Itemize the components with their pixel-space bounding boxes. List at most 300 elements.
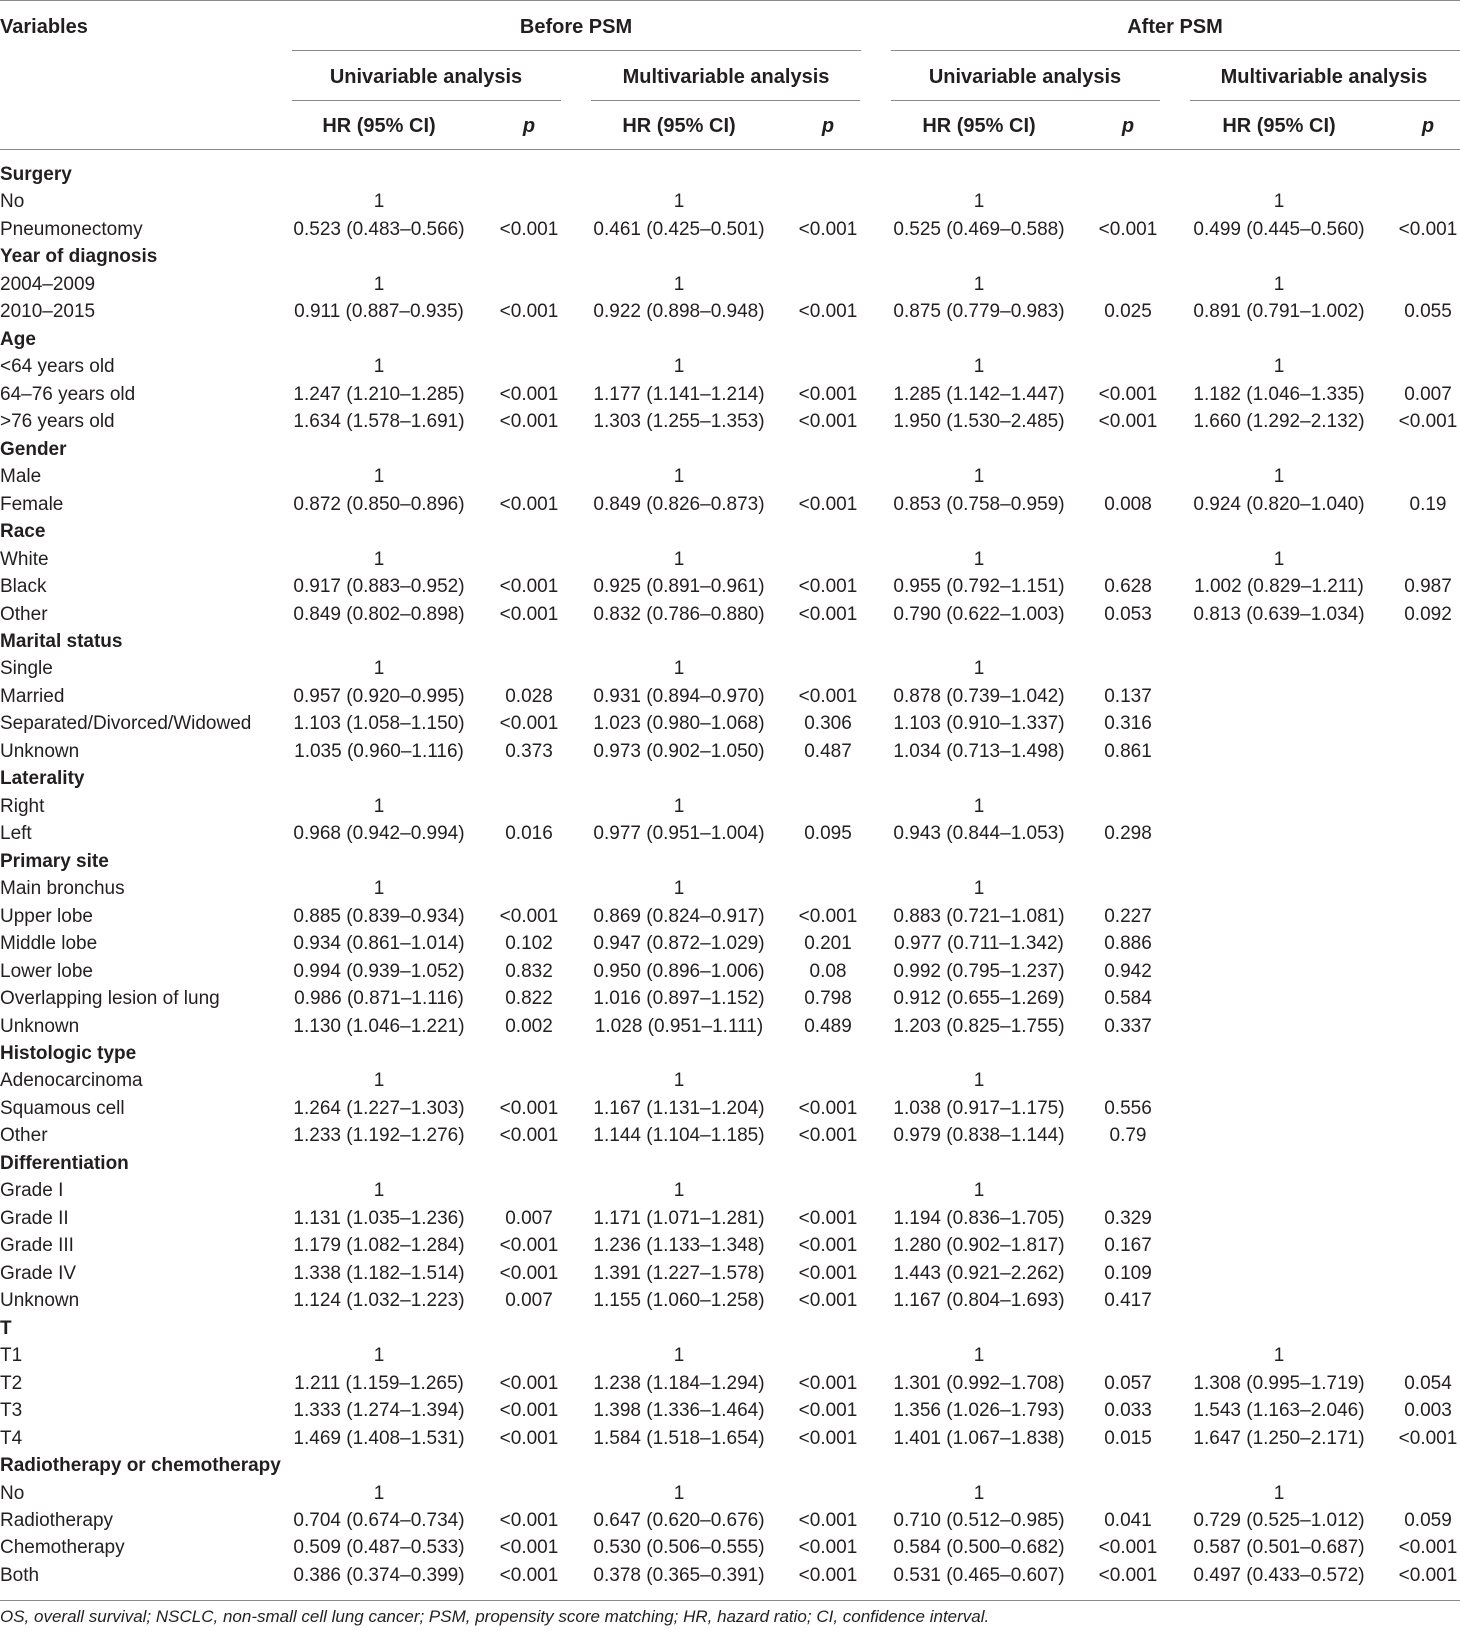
table-row — [0, 793, 1460, 820]
hr-cell: 0.530 (0.506–0.555) — [593, 1537, 765, 1559]
p-cell: <0.001 — [499, 1564, 559, 1586]
group-rule-after — [891, 50, 1460, 51]
hr-cell: 0.386 (0.374–0.399) — [293, 1564, 465, 1586]
row-label: T3 — [0, 1400, 23, 1422]
hr-cell: 0.878 (0.739–1.042) — [893, 685, 1065, 707]
p-cell: <0.001 — [499, 1537, 559, 1559]
hr-cell: 1.308 (0.995–1.719) — [1193, 1372, 1365, 1394]
hr-cell: 0.587 (0.501–0.687) — [1193, 1537, 1365, 1559]
section-label: T — [0, 1317, 12, 1339]
hr-cell: 1.103 (0.910–1.337) — [893, 713, 1065, 735]
section-label: Age — [0, 328, 36, 350]
p-cell: <0.001 — [798, 1537, 858, 1559]
p-cell: 0.316 — [1104, 713, 1152, 735]
p-cell: 0.028 — [505, 685, 553, 707]
hr-cell: 0.957 (0.920–0.995) — [293, 685, 465, 707]
hr-cell: 1 — [373, 191, 385, 213]
header-subgroup-after-univariable: Univariable analysis — [928, 66, 1122, 88]
p-cell: 0.227 — [1104, 905, 1152, 927]
table-row — [0, 216, 1460, 243]
row-label: Male — [0, 466, 42, 488]
row-label: White — [0, 548, 49, 570]
p-cell: 0.008 — [1104, 493, 1152, 515]
hr-cell: 0.925 (0.891–0.961) — [593, 576, 765, 598]
hr-cell: 0.917 (0.883–0.952) — [293, 576, 465, 598]
hr-cell: 0.934 (0.861–1.014) — [293, 933, 465, 955]
hr-cell: 1 — [673, 1070, 685, 1092]
p-cell: 0.095 — [804, 823, 852, 845]
p-cell: <0.001 — [798, 603, 858, 625]
hr-cell: 1.211 (1.159–1.265) — [294, 1372, 464, 1394]
p-cell: <0.001 — [1398, 1564, 1458, 1586]
row-label: Chemotherapy — [0, 1537, 125, 1559]
hr-cell: 1.130 (1.046–1.221) — [293, 1015, 465, 1037]
hr-cell: 1 — [373, 1180, 385, 1202]
p-cell: 0.167 — [1104, 1235, 1152, 1257]
table-row — [0, 1562, 1460, 1589]
row-label: <64 years old — [0, 356, 115, 378]
row-label: Grade III — [0, 1235, 74, 1257]
header-col-p-2: p — [821, 115, 835, 137]
hr-cell: 1.356 (1.026–1.793) — [893, 1400, 1065, 1422]
hr-cell: 1 — [673, 466, 685, 488]
p-cell: <0.001 — [1098, 1537, 1158, 1559]
hr-cell: 1.303 (1.255–1.353) — [593, 411, 765, 433]
p-cell: <0.001 — [499, 576, 559, 598]
p-cell: <0.001 — [499, 1372, 559, 1394]
hr-cell: 1.285 (1.142–1.447) — [893, 383, 1065, 405]
p-cell: 0.556 — [1104, 1097, 1152, 1119]
header-group-after-psm: After PSM — [1127, 16, 1223, 38]
row-label: Left — [0, 823, 32, 845]
subgroup-rule-1 — [292, 100, 561, 101]
hr-cell: 1.177 (1.141–1.214) — [593, 383, 765, 405]
table-row — [0, 875, 1460, 902]
p-cell: <0.001 — [499, 383, 559, 405]
header-subgroup-before-univariable: Univariable analysis — [329, 66, 523, 88]
hr-cell: 1.167 (1.131–1.204) — [593, 1097, 765, 1119]
table-row — [0, 353, 1460, 380]
hr-cell: 0.813 (0.639–1.034) — [1193, 603, 1365, 625]
p-cell: 0.102 — [505, 933, 553, 955]
p-cell: <0.001 — [499, 301, 559, 323]
p-cell: <0.001 — [499, 1509, 559, 1531]
row-label: 64–76 years old — [0, 383, 136, 405]
hr-cell: 1.144 (1.104–1.185) — [593, 1125, 765, 1147]
hr-cell: 0.947 (0.872–1.029) — [593, 933, 765, 955]
hr-cell: 1 — [973, 191, 985, 213]
hr-cell: 1.182 (1.046–1.335) — [1193, 383, 1365, 405]
p-cell: 0.487 — [804, 740, 852, 762]
hr-cell: 1.634 (1.578–1.691) — [293, 411, 465, 433]
p-cell: <0.001 — [499, 905, 559, 927]
row-label: Radiotherapy — [0, 1509, 114, 1531]
header-col-hr-3: HR (95% CI) — [922, 115, 1036, 137]
row-label: Both — [0, 1564, 40, 1586]
p-cell: 0.015 — [1104, 1427, 1152, 1449]
section-label: Primary site — [0, 850, 109, 872]
row-label: T2 — [0, 1372, 23, 1394]
hr-cell: 1.469 (1.408–1.531) — [293, 1427, 465, 1449]
table-section-row — [0, 436, 1460, 463]
hr-cell: 0.931 (0.894–0.970) — [593, 685, 765, 707]
hr-cell: 0.924 (0.820–1.040) — [1193, 493, 1365, 515]
hr-cell: 0.704 (0.674–0.734) — [293, 1509, 465, 1531]
p-cell: <0.001 — [798, 576, 858, 598]
hr-cell: 1.660 (1.292–2.132) — [1193, 411, 1365, 433]
hr-cell: 0.497 (0.433–0.572) — [1193, 1564, 1365, 1586]
hr-cell: 1 — [373, 1482, 385, 1504]
hr-cell: 1 — [373, 1345, 385, 1367]
table-section-row — [0, 1040, 1460, 1067]
hr-cell: 1 — [373, 466, 385, 488]
table-section-row — [0, 765, 1460, 792]
hr-cell: 1 — [373, 658, 385, 680]
hr-cell: 1 — [1273, 273, 1285, 295]
hr-cell: 1 — [673, 356, 685, 378]
top-rule — [0, 0, 1460, 1]
p-cell: <0.001 — [499, 493, 559, 515]
hr-cell: 1 — [373, 273, 385, 295]
table-row — [0, 683, 1460, 710]
hr-cell: 0.912 (0.655–1.269) — [893, 988, 1065, 1010]
p-cell: <0.001 — [798, 1400, 858, 1422]
section-label: Race — [0, 521, 46, 543]
hr-cell: 1 — [973, 273, 985, 295]
hr-cell: 1.034 (0.713–1.498) — [893, 740, 1065, 762]
hr-cell: 1 — [673, 1180, 685, 1202]
table-section-row — [0, 1315, 1460, 1342]
table-row — [0, 408, 1460, 435]
hr-cell: 1 — [673, 658, 685, 680]
row-label: Other — [0, 1125, 48, 1147]
hr-cell: 1 — [973, 1070, 985, 1092]
hr-cell: 1 — [1273, 466, 1285, 488]
row-label: T4 — [0, 1427, 23, 1449]
header-subgroup-before-multivariable: Multivariable analysis — [622, 66, 830, 88]
p-cell: <0.001 — [1098, 383, 1158, 405]
table-row — [0, 298, 1460, 325]
hr-cell: 0.647 (0.620–0.676) — [593, 1509, 765, 1531]
p-cell: <0.001 — [798, 218, 858, 240]
header-variables: Variables — [0, 16, 88, 38]
section-label: Marital status — [0, 630, 123, 652]
table-row — [0, 1205, 1460, 1232]
section-label: Gender — [0, 438, 67, 460]
table-section-row — [0, 628, 1460, 655]
hr-cell: 1.167 (0.804–1.693) — [893, 1290, 1065, 1312]
hr-cell: 0.499 (0.445–0.560) — [1193, 218, 1365, 240]
hr-cell: 1 — [373, 356, 385, 378]
hr-cell: 0.911 (0.887–0.935) — [294, 301, 464, 323]
hr-cell: 0.523 (0.483–0.566) — [293, 218, 465, 240]
row-label: >76 years old — [0, 411, 115, 433]
hr-cell: 1.301 (0.992–1.708) — [893, 1372, 1065, 1394]
p-cell: 0.306 — [804, 713, 852, 735]
p-cell: 0.861 — [1104, 740, 1152, 762]
header-col-hr-1: HR (95% CI) — [322, 115, 436, 137]
p-cell: 0.007 — [505, 1207, 553, 1229]
p-cell: 0.025 — [1104, 301, 1152, 323]
p-cell: 0.417 — [1104, 1290, 1152, 1312]
header-bottom-rule — [0, 149, 1460, 150]
p-cell: <0.001 — [1098, 411, 1158, 433]
p-cell: <0.001 — [798, 1125, 858, 1147]
p-cell: 0.057 — [1104, 1372, 1152, 1394]
table-section-row — [0, 848, 1460, 875]
hr-cell: 1.584 (1.518–1.654) — [593, 1427, 765, 1449]
hr-cell: 1 — [673, 1345, 685, 1367]
table-row — [0, 930, 1460, 957]
hr-cell: 1.103 (1.058–1.150) — [293, 713, 465, 735]
row-label: Right — [0, 795, 45, 817]
hr-cell: 0.922 (0.898–0.948) — [593, 301, 765, 323]
row-label: Middle lobe — [0, 933, 98, 955]
hr-cell: 1 — [973, 1345, 985, 1367]
subgroup-rule-3 — [891, 100, 1160, 101]
header-col-p-4: p — [1421, 115, 1435, 137]
row-label: Lower lobe — [0, 960, 93, 982]
hr-cell: 0.790 (0.622–1.003) — [893, 603, 1065, 625]
p-cell: <0.001 — [1398, 218, 1458, 240]
p-cell: <0.001 — [499, 1097, 559, 1119]
p-cell: 0.016 — [505, 823, 553, 845]
p-cell: <0.001 — [798, 685, 858, 707]
table-row — [0, 1370, 1460, 1397]
p-cell: <0.001 — [798, 1097, 858, 1119]
section-label: Differentiation — [0, 1152, 129, 1174]
hr-cell: 1.179 (1.082–1.284) — [293, 1235, 465, 1257]
table-row — [0, 1287, 1460, 1314]
hr-cell: 1 — [973, 466, 985, 488]
hr-cell: 1.023 (0.980–1.068) — [593, 713, 765, 735]
hr-cell: 0.869 (0.824–0.917) — [593, 905, 765, 927]
table-row — [0, 1507, 1460, 1534]
hr-cell: 0.968 (0.942–0.994) — [293, 823, 465, 845]
p-cell: 0.19 — [1409, 493, 1447, 515]
p-cell: <0.001 — [798, 301, 858, 323]
hr-cell: 0.883 (0.721–1.081) — [893, 905, 1065, 927]
p-cell: 0.08 — [809, 960, 847, 982]
row-label: 2010–2015 — [0, 301, 96, 323]
hr-cell: 1 — [1273, 191, 1285, 213]
p-cell: 0.033 — [1104, 1400, 1152, 1422]
table-row — [0, 1425, 1460, 1452]
hr-cell: 0.509 (0.487–0.533) — [293, 1537, 465, 1559]
table-row — [0, 271, 1460, 298]
hr-cell: 0.955 (0.792–1.151) — [893, 576, 1065, 598]
hr-cell: 1 — [673, 191, 685, 213]
p-cell: 0.628 — [1104, 576, 1152, 598]
p-cell: <0.001 — [798, 493, 858, 515]
table-row — [0, 903, 1460, 930]
hr-cell: 0.729 (0.525–1.012) — [1193, 1509, 1365, 1531]
table-row — [0, 1480, 1460, 1507]
p-cell: 0.092 — [1404, 603, 1452, 625]
hr-cell: 1 — [973, 878, 985, 900]
p-cell: <0.001 — [798, 1427, 858, 1449]
p-cell: 0.007 — [505, 1290, 553, 1312]
hr-cell: 1 — [973, 795, 985, 817]
row-label: T1 — [0, 1345, 23, 1367]
p-cell: 0.041 — [1104, 1509, 1152, 1531]
hr-cell: 1.443 (0.921–2.262) — [893, 1262, 1065, 1284]
section-label: Radiotherapy or chemotherapy — [0, 1455, 281, 1477]
table-row — [0, 1177, 1460, 1204]
table-body — [0, 161, 1460, 1589]
hr-cell: 1 — [1273, 1482, 1285, 1504]
hr-cell: 0.849 (0.826–0.873) — [593, 493, 765, 515]
hr-cell: 1 — [973, 356, 985, 378]
p-cell: 0.059 — [1404, 1509, 1452, 1531]
hr-cell: 1.203 (0.825–1.755) — [893, 1015, 1065, 1037]
header-subgroup-after-multivariable: Multivariable analysis — [1220, 66, 1428, 88]
subgroup-rule-4 — [1190, 100, 1460, 101]
row-label: Grade I — [0, 1180, 64, 1202]
row-label: Pneumonectomy — [0, 218, 143, 240]
table-row — [0, 188, 1460, 215]
p-cell: <0.001 — [798, 411, 858, 433]
table-section-row — [0, 326, 1460, 353]
hr-cell: 1 — [673, 878, 685, 900]
p-cell: 0.055 — [1404, 301, 1452, 323]
p-cell: 0.007 — [1404, 383, 1452, 405]
row-label: Adenocarcinoma — [0, 1070, 143, 1092]
row-label: Separated/Divorced/Widowed — [0, 713, 252, 735]
row-label: 2004–2009 — [0, 273, 96, 295]
hr-cell: 1.247 (1.210–1.285) — [293, 383, 465, 405]
hr-cell: 0.973 (0.902–1.050) — [593, 740, 765, 762]
table-bottom-rule — [0, 1600, 1460, 1601]
hr-cell: 1 — [1273, 356, 1285, 378]
row-label: Female — [0, 493, 64, 515]
table-section-row — [0, 243, 1460, 270]
p-cell: 0.337 — [1104, 1015, 1152, 1037]
hr-cell: 0.525 (0.469–0.588) — [893, 218, 1065, 240]
p-cell: 0.832 — [505, 960, 553, 982]
hr-cell: 1.233 (1.192–1.276) — [293, 1125, 465, 1147]
subgroup-rule-2 — [591, 100, 860, 101]
hr-cell: 1.950 (1.530–2.485) — [893, 411, 1065, 433]
p-cell: <0.001 — [798, 1372, 858, 1394]
hr-cell: 1 — [973, 1180, 985, 1202]
p-cell: 0.109 — [1104, 1262, 1152, 1284]
table-row — [0, 738, 1460, 765]
hr-cell: 1 — [973, 1482, 985, 1504]
row-label: No — [0, 1482, 25, 1504]
table-row — [0, 381, 1460, 408]
hr-cell: 0.891 (0.791–1.002) — [1193, 301, 1365, 323]
row-label: Black — [0, 576, 47, 598]
p-cell: <0.001 — [798, 1564, 858, 1586]
row-label: Grade IV — [0, 1262, 77, 1284]
hr-cell: 1.171 (1.071–1.281) — [593, 1207, 765, 1229]
table-row — [0, 820, 1460, 847]
p-cell: 0.003 — [1404, 1400, 1452, 1422]
row-label: Squamous cell — [0, 1097, 125, 1119]
p-cell: <0.001 — [1398, 1537, 1458, 1559]
p-cell: 0.584 — [1104, 988, 1152, 1010]
row-label: Other — [0, 603, 48, 625]
hr-cell: 0.461 (0.425–0.501) — [593, 218, 765, 240]
hr-cell: 1 — [673, 1482, 685, 1504]
hr-cell: 1.028 (0.951–1.111) — [594, 1015, 764, 1037]
table-row — [0, 1397, 1460, 1424]
section-label: Year of diagnosis — [0, 246, 158, 268]
row-label: Upper lobe — [0, 905, 93, 927]
p-cell: <0.001 — [798, 1207, 858, 1229]
table-section-row — [0, 161, 1460, 188]
table-section-row — [0, 1150, 1460, 1177]
hr-cell: 0.832 (0.786–0.880) — [593, 603, 765, 625]
table-header — [0, 0, 1460, 150]
p-cell: <0.001 — [499, 603, 559, 625]
hr-cell: 1.002 (0.829–1.211) — [1194, 576, 1364, 598]
table-row — [0, 601, 1460, 628]
hr-cell: 1.236 (1.133–1.348) — [593, 1235, 765, 1257]
hr-cell: 0.875 (0.779–0.983) — [893, 301, 1065, 323]
p-cell: 0.298 — [1104, 823, 1152, 845]
hr-cell: 0.977 (0.951–1.004) — [593, 823, 765, 845]
hr-cell: 1 — [1273, 548, 1285, 570]
hr-cell: 0.710 (0.512–0.985) — [893, 1509, 1065, 1531]
p-cell: 0.201 — [804, 933, 852, 955]
hr-cell: 0.531 (0.465–0.607) — [893, 1564, 1065, 1586]
hr-cell: 1.543 (1.163–2.046) — [1193, 1400, 1365, 1422]
group-rule-before — [292, 50, 861, 51]
hr-cell: 1 — [373, 1070, 385, 1092]
table-row — [0, 491, 1460, 518]
p-cell: <0.001 — [1098, 218, 1158, 240]
p-cell: <0.001 — [499, 1427, 559, 1449]
hr-cell: 1.280 (0.902–1.817) — [893, 1235, 1065, 1257]
row-label: No — [0, 191, 25, 213]
p-cell: <0.001 — [1098, 1564, 1158, 1586]
hr-cell: 1.338 (1.182–1.514) — [293, 1262, 465, 1284]
hr-cell: 1.398 (1.336–1.464) — [593, 1400, 765, 1422]
hr-cell: 0.950 (0.896–1.006) — [593, 960, 765, 982]
hr-cell: 0.849 (0.802–0.898) — [293, 603, 465, 625]
hr-cell: 1 — [1273, 1345, 1285, 1367]
table-row — [0, 1122, 1460, 1149]
p-cell: <0.001 — [499, 1125, 559, 1147]
p-cell: <0.001 — [1398, 411, 1458, 433]
hr-cell: 1 — [373, 548, 385, 570]
row-label: Single — [0, 658, 53, 680]
hr-cell: 1.124 (1.032–1.223) — [293, 1290, 465, 1312]
p-cell: 0.822 — [505, 988, 553, 1010]
hr-cell: 1.391 (1.227–1.578) — [593, 1262, 765, 1284]
header-col-p-3: p — [1121, 115, 1135, 137]
hr-cell: 0.986 (0.871–1.116) — [294, 988, 464, 1010]
hr-cell: 1 — [973, 658, 985, 680]
table-footnote: OS, overall survival; NSCLC, non-small cell lung cancer; PSM, propensity score matching; HR, hazard ratio; CI, confidence interval. — [0, 1607, 990, 1626]
table-row — [0, 573, 1460, 600]
table-row — [0, 1067, 1460, 1094]
p-cell: <0.001 — [798, 1509, 858, 1531]
hr-cell: 1.264 (1.227–1.303) — [293, 1097, 465, 1119]
table-row — [0, 1095, 1460, 1122]
hr-cell: 1 — [673, 273, 685, 295]
hr-cell: 0.992 (0.795–1.237) — [893, 960, 1065, 982]
p-cell: <0.001 — [798, 1290, 858, 1312]
hr-cell: 1.401 (1.067–1.838) — [893, 1427, 1065, 1449]
p-cell: <0.001 — [499, 218, 559, 240]
row-label: Unknown — [0, 1015, 80, 1037]
hr-cell: 0.943 (0.844–1.053) — [893, 823, 1065, 845]
section-label: Surgery — [0, 164, 72, 185]
hr-cell: 0.977 (0.711–1.342) — [894, 933, 1064, 955]
